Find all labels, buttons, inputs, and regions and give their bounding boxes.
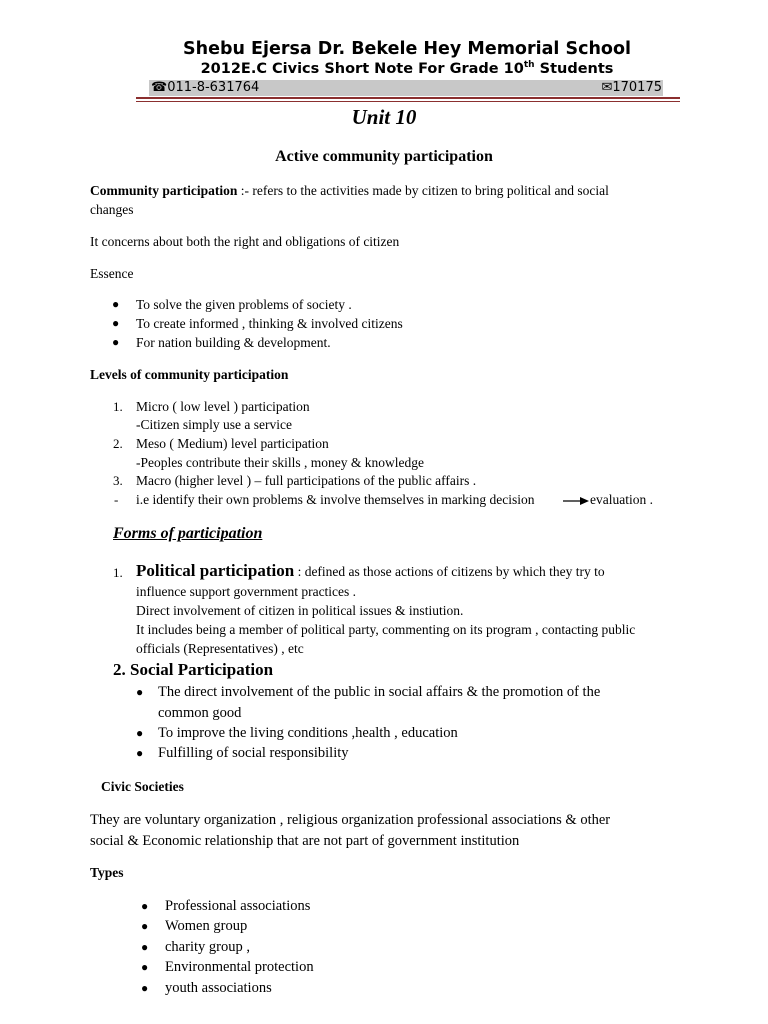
school-name: Shebu Ejersa Dr. Bekele Hey Memorial School — [183, 39, 631, 59]
essence-item: To create informed , thinking & involved citizens — [136, 316, 403, 331]
header-rule-thick — [136, 97, 680, 99]
type-item: Women group — [165, 918, 248, 934]
po-box: ✉170175 — [601, 80, 662, 95]
header-rule-thin — [136, 101, 680, 102]
social-item: The direct involvement of the public in social affairs & the promotion of the — [158, 684, 601, 700]
type-item: Professional associations — [165, 898, 311, 914]
social-title: Social Participation — [130, 660, 274, 679]
level-item: -Peoples contribute their skills , money & knowledge — [136, 455, 424, 470]
list-marker: 3. — [113, 473, 123, 488]
unit-title: Unit 10 — [351, 105, 417, 129]
level-item: Macro (higher level ) – full participations of the public affairs . — [136, 473, 477, 488]
political-line-2: influence support government practices . — [136, 584, 357, 599]
section-title: Active community participation — [275, 148, 493, 165]
social-item: common good — [158, 705, 242, 721]
level-item: Meso ( Medium) level participation — [136, 436, 329, 451]
levels-heading: Levels of community participation — [90, 367, 289, 382]
level-item: Micro ( low level ) participation — [136, 399, 310, 414]
arrow-target: evaluation . — [590, 492, 653, 507]
list-marker: 2. — [113, 436, 123, 451]
bullet-icon: ● — [136, 685, 144, 699]
note-title-sup: th — [523, 60, 535, 70]
bullet-icon: ● — [141, 960, 149, 974]
phone-number: ☎011-8-631764 — [151, 80, 260, 95]
civic-heading: Civic Societies — [101, 779, 184, 794]
concerns-text: It concerns about both the right and obligations of citizen — [90, 234, 400, 249]
note-title-suffix: Students — [534, 60, 614, 77]
bullet-icon: ● — [141, 899, 149, 913]
political-line-5: officials (Representatives) , etc — [136, 641, 304, 656]
level-item: i.e identify their own problems & involve themselves in marking decision — [136, 492, 535, 507]
type-item: Environmental protection — [165, 959, 314, 975]
bullet-icon: ● — [112, 335, 120, 349]
bullet-icon: ● — [112, 316, 120, 330]
contact-bar — [149, 80, 663, 96]
social-heading — [113, 660, 273, 680]
political-title: Political participation — [136, 561, 295, 580]
list-marker: 1. — [113, 399, 123, 414]
type-item: charity group , — [165, 939, 250, 955]
bullet-icon: ● — [141, 981, 149, 995]
note-title-prefix: 2012E.C Civics Short Note For Grade 10 — [200, 60, 524, 77]
note-title — [0, 60, 768, 77]
bullet-icon: ● — [136, 726, 144, 740]
types-heading: Types — [90, 865, 124, 880]
essence-item: For nation building & development. — [136, 335, 331, 350]
political-line-4: It includes being a member of political party, commenting on its program , contacting public — [136, 622, 636, 637]
political-line-1 — [136, 561, 605, 581]
forms-heading: Forms of participation — [113, 525, 263, 542]
definition-term: Community participation — [90, 183, 238, 198]
level-item: -Citizen simply use a service — [136, 417, 292, 432]
definition-text: :- refers to the activities made by citizen to bring political and social — [237, 183, 609, 198]
essence-item: To solve the given problems of society . — [136, 297, 352, 312]
social-item: Fulfilling of social responsibility — [158, 745, 349, 761]
type-item: youth associations — [165, 980, 272, 996]
social-marker: 2. — [113, 660, 126, 679]
political-text: : defined as those actions of citizens by which they try to — [294, 564, 605, 579]
definition-line-1 — [90, 183, 609, 199]
arrow-right-icon — [562, 496, 590, 506]
list-marker: - — [114, 492, 119, 507]
bullet-icon: ● — [141, 940, 149, 954]
bullet-icon: ● — [141, 919, 149, 933]
political-line-3: Direct involvement of citizen in political issues & instiution. — [136, 603, 464, 618]
definition-line-2: changes — [90, 202, 134, 217]
essence-label: Essence — [90, 266, 134, 281]
social-item: To improve the living conditions ,health , education — [158, 725, 458, 741]
bullet-icon: ● — [112, 297, 120, 311]
bullet-icon: ● — [136, 746, 144, 760]
civic-line-2: social & Economic relationship that are not part of government institution — [90, 833, 520, 849]
civic-line-1: They are voluntary organization , religious organization professional associations & other — [90, 812, 611, 828]
list-marker: 1. — [113, 565, 123, 580]
